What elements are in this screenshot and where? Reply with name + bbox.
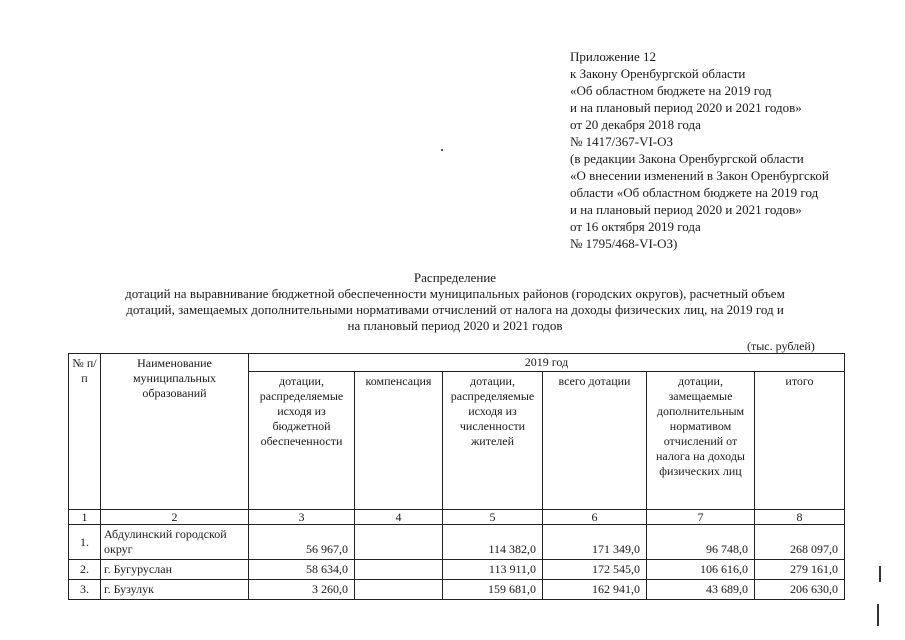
cell-c7: 43 689,0	[647, 580, 755, 600]
units-label: (тыс. рублей)	[747, 339, 815, 353]
cell-c3: 3 260,0	[249, 580, 355, 600]
distribution-table	[68, 353, 845, 600]
scan-speck	[441, 149, 443, 151]
colnum: 2	[101, 510, 249, 525]
header-col-7: дотации, замещаемые дополнительным нормативом отчислений от налога на доходы физических лиц	[647, 372, 755, 510]
title-heading: Распределение	[413, 270, 497, 285]
cell-c4	[355, 525, 443, 560]
colnum: 7	[647, 510, 755, 525]
colnum: 4	[355, 510, 443, 525]
colnum: 1	[69, 510, 101, 525]
cell-c4	[355, 580, 443, 600]
cell-c7: 96 748,0	[647, 525, 755, 560]
cell-c5: 114 382,0	[443, 525, 543, 560]
table-row	[69, 525, 845, 560]
header-year: 2019 год	[249, 354, 845, 372]
colnum: 5	[443, 510, 543, 525]
title-line: на плановый период 2020 и 2021 годов	[347, 318, 563, 333]
column-numbers-row	[69, 510, 845, 525]
header-col-4: компенсация	[355, 372, 443, 510]
appendix-line: «Об областном бюджете на 2019 год	[570, 83, 772, 98]
colnum: 6	[543, 510, 647, 525]
appendix-line: от 20 декабря 2018 года	[570, 117, 701, 132]
row-index: 1.	[69, 525, 101, 560]
appendix-line: к Закону Оренбургской области	[570, 66, 746, 81]
cell-c8: 206 630,0	[755, 580, 845, 600]
header-col-5: дотации, распределяемые исходя из численности жителей	[443, 372, 543, 510]
title-line: дотаций, замещаемых дополнительными нормативами отчислений от налога на доходы физических лиц, на 2019 год и	[126, 302, 784, 317]
colnum: 8	[755, 510, 845, 525]
row-index: 3.	[69, 580, 101, 600]
cell-c5: 113 911,0	[443, 560, 543, 580]
appendix-line: и на плановый период 2020 и 2021 годов»	[570, 100, 802, 115]
appendix-line: № 1417/367-VI-ОЗ	[570, 134, 674, 149]
header-col-3: дотации, распределяемые исходя из бюджетной обеспеченности	[249, 372, 355, 510]
cell-c6: 172 545,0	[543, 560, 647, 580]
header-col-8: итого	[755, 372, 845, 510]
row-index: 2.	[69, 560, 101, 580]
appendix-block	[570, 48, 829, 252]
row-name: Абдулинский городской округ	[101, 525, 249, 560]
appendix-line: (в редакции Закона Оренбургской области	[570, 151, 804, 166]
appendix-line: № 1795/468-VI-ОЗ)	[570, 236, 678, 251]
cell-c5: 159 681,0	[443, 580, 543, 600]
cell-c6: 171 349,0	[543, 525, 647, 560]
cell-c4	[355, 560, 443, 580]
appendix-line: и на плановый период 2020 и 2021 годов»	[570, 202, 802, 217]
cell-c7: 106 616,0	[647, 560, 755, 580]
appendix-line: от 16 октября 2019 года	[570, 219, 701, 234]
header-row	[69, 354, 845, 372]
header-name: Наименование муниципальных образований	[101, 354, 249, 510]
cell-c6: 162 941,0	[543, 580, 647, 600]
cell-c8: 279 161,0	[755, 560, 845, 580]
cell-c3: 58 634,0	[249, 560, 355, 580]
appendix-line: «О внесении изменений в Закон Оренбургской	[570, 168, 829, 183]
header-col-6: всего дотации	[543, 372, 647, 510]
scan-edge-mark	[877, 604, 879, 626]
cell-c8: 268 097,0	[755, 525, 845, 560]
appendix-line: Приложение 12	[570, 49, 657, 64]
row-name: г. Бузулук	[101, 580, 249, 600]
scan-edge-mark	[879, 566, 881, 582]
appendix-line: области «Об областном бюджете на 2019 год	[570, 185, 819, 200]
document-title	[40, 270, 870, 334]
cell-c3: 56 967,0	[249, 525, 355, 560]
title-line: дотаций на выравнивание бюджетной обеспеченности муниципальных районов (городских округов), расчетный объем	[125, 286, 785, 301]
header-num: № п/п	[69, 354, 101, 510]
table-row	[69, 580, 845, 600]
row-name: г. Бугуруслан	[101, 560, 249, 580]
table-row	[69, 560, 845, 580]
colnum: 3	[249, 510, 355, 525]
